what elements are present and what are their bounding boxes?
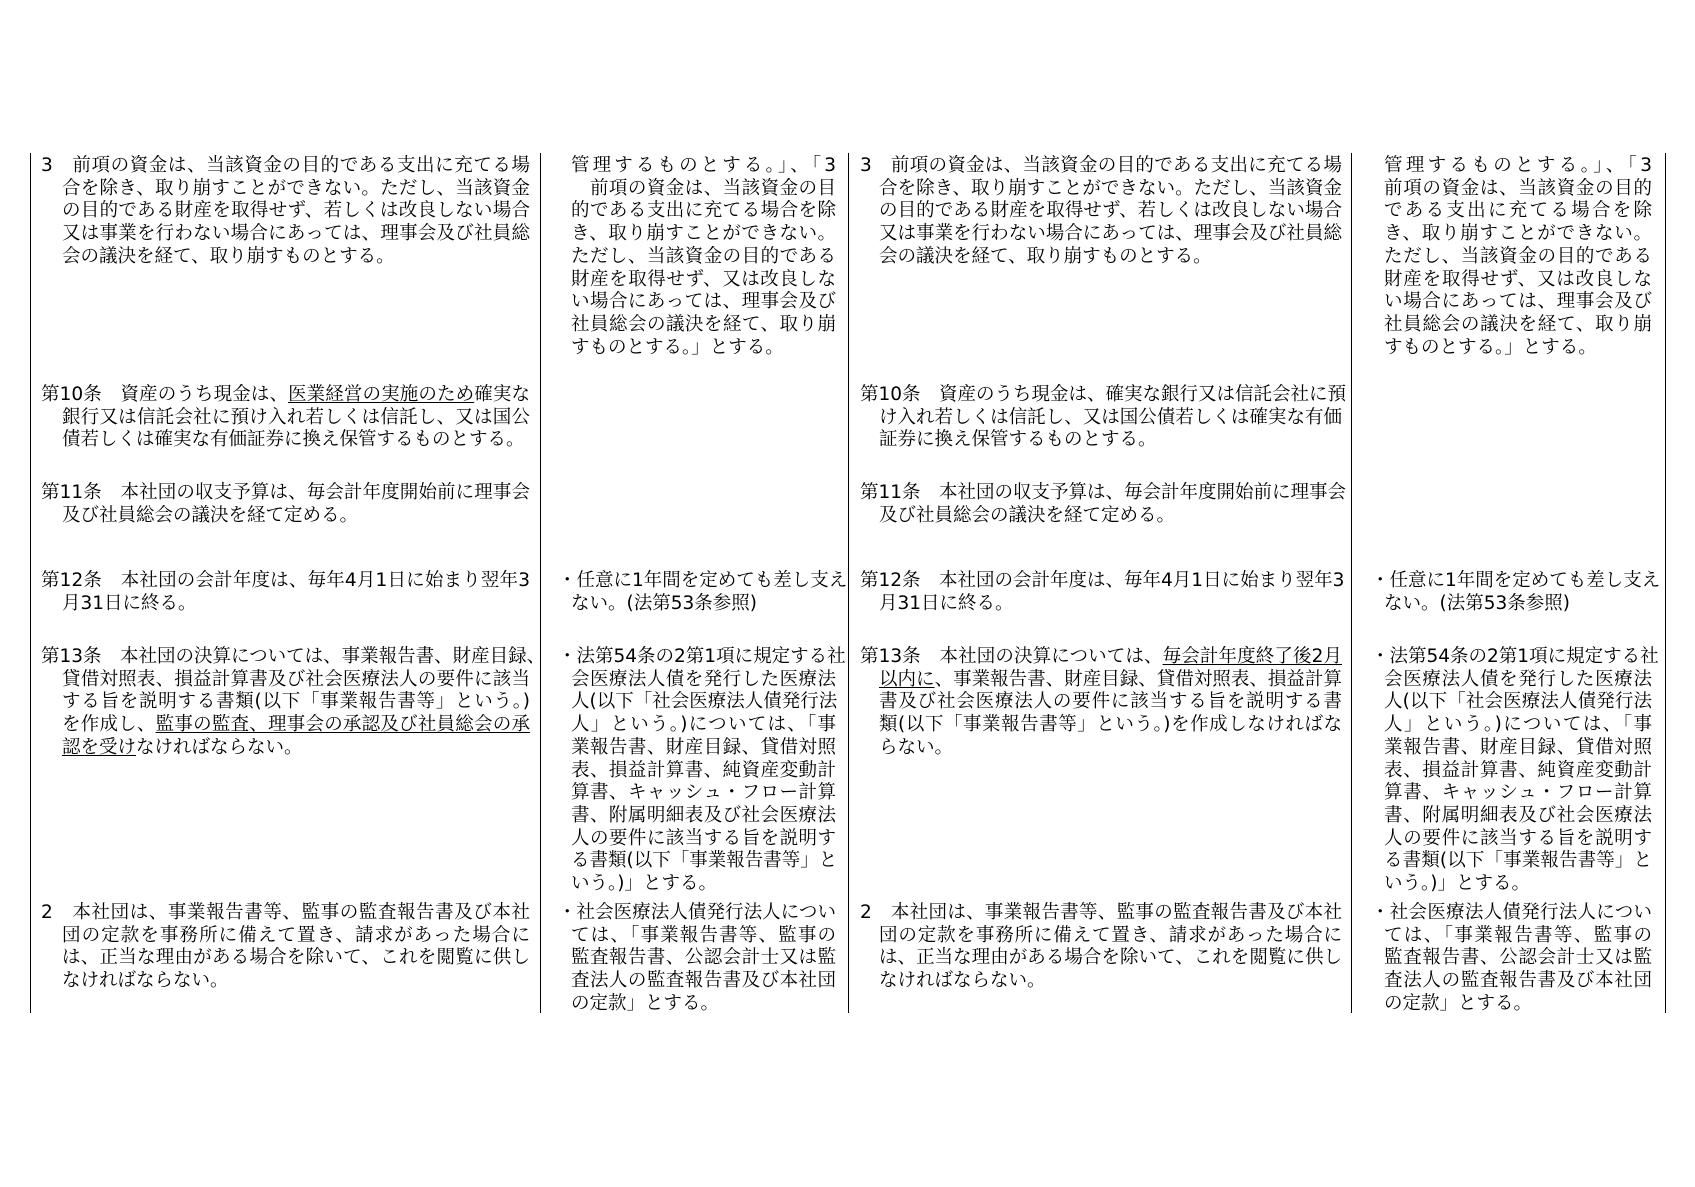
text-segment: 会の議決を経て、取り崩すものとする。 [62, 245, 395, 267]
text-line [1384, 178, 1652, 201]
text-segment: すものとする。」とする。 [571, 336, 784, 358]
text-line [879, 925, 1342, 948]
text-segment: ・社会医療法人債発行法人につい [1371, 902, 1652, 923]
text-line [571, 737, 836, 760]
text-line [879, 429, 1342, 452]
column-divider [1351, 153, 1352, 1013]
text-segment: 2 本社団は、事業報告書等、監事の監査報告書及び本社 [41, 902, 530, 923]
text-line [571, 805, 836, 828]
text-line [879, 407, 1342, 430]
underlined-amendment: 毎会計年度終了後2月 [1162, 646, 1342, 667]
text-segment: 財産を取得せず、又は改良しな [1384, 268, 1652, 290]
text-line [1384, 737, 1652, 760]
text-segment: 確実な [474, 384, 530, 405]
text-line [879, 669, 1342, 692]
text-segment: 債若しくは確実な有価証券に換え保管するものとする。 [62, 429, 525, 451]
text-line [571, 925, 836, 948]
text-line [1384, 669, 1652, 692]
text-line [571, 970, 836, 993]
text-line [1384, 714, 1652, 737]
text-line [1384, 314, 1652, 337]
text-segment: 第10条 資産のうち現金は、確実な銀行又は信託会社に預 [860, 384, 1347, 405]
text-segment: 第12条 本社団の会計年度は、毎年4月1日に始まり翌年3 [41, 570, 530, 591]
text-segment: 社員総会の議決を経て、取り崩 [571, 313, 836, 335]
text-line [860, 384, 1347, 407]
text-segment: 監査報告書、公認会計士又は監 [571, 947, 836, 969]
text-line [62, 223, 530, 246]
text-segment: 類(以下「事業報告書等」という。)を作成しなければな [879, 714, 1342, 736]
text-line [879, 714, 1342, 737]
text-segment: 監査報告書、公認会計士又は監 [1384, 947, 1652, 969]
text-line [1384, 337, 1652, 360]
text-line [879, 246, 1342, 269]
text-segment: 人」という。)については、「事 [571, 714, 836, 736]
text-segment: ・社会医療法人債発行法人につい [558, 902, 836, 923]
text-line [62, 593, 530, 616]
text-line [62, 429, 530, 452]
text-line [1384, 691, 1652, 714]
column-divider [1665, 153, 1666, 1013]
text-segment: 合を除き、取り崩すことができない。ただし、当該資金 [62, 177, 530, 199]
text-line [1384, 155, 1652, 178]
text-segment: 管理するものとする。」、「3 [571, 155, 836, 176]
text-segment: 査法人の監査報告書及び本社団 [571, 970, 836, 992]
text-segment: は、正当な理由がある場合を除いて、これを閲覧に供し [62, 947, 530, 969]
text-segment: 団の定款を事務所に備えて置き、請求があった場合に [62, 924, 530, 946]
text-segment: 月31日に終る。 [62, 592, 197, 614]
text-line [62, 407, 530, 430]
text-segment: 算書、キャッシュ・フロー計算 [1384, 782, 1652, 804]
text-line [571, 691, 836, 714]
text-segment: の定款」とする。 [571, 992, 720, 1014]
text-line [879, 970, 1342, 993]
text-line [62, 200, 530, 223]
text-segment: の定款」とする。 [1384, 992, 1533, 1014]
text-line [571, 828, 836, 851]
text-line [879, 737, 1342, 760]
text-line [1384, 782, 1652, 805]
text-line [571, 714, 836, 737]
text-line [879, 178, 1342, 201]
text-segment: 2 本社団は、事業報告書等、監事の監査報告書及び本社 [860, 902, 1342, 923]
text-segment: 第11条 本社団の収支予算は、毎会計年度開始前に理事会 [860, 482, 1347, 503]
text-segment: 会医療法人債を発行した医療法 [571, 668, 836, 690]
text-line [571, 873, 836, 896]
text-segment: 査法人の監査報告書及び本社団 [1384, 970, 1652, 992]
text-line [879, 223, 1342, 246]
column-divider [540, 153, 541, 1013]
text-segment: 第10条 資産のうち現金は、 [41, 384, 289, 405]
text-segment: ・任意に1年間を定めても差し支え [558, 570, 848, 591]
text-line [879, 947, 1342, 970]
text-segment: 社員総会の議決を経て、取り崩 [1384, 313, 1652, 335]
text-segment: の目的である財産を取得せず、若しくは改良しない場合 [879, 200, 1342, 222]
text-segment: 合を除き、取り崩すことができない。ただし、当該資金 [879, 177, 1342, 199]
text-line [62, 737, 530, 760]
text-segment: る書類(以下「事業報告書等」と [571, 850, 838, 872]
text-line [1384, 947, 1652, 970]
text-segment: 人の要件に該当する旨を説明す [1384, 827, 1652, 849]
text-segment: 会医療法人債を発行した医療法 [1384, 668, 1652, 690]
text-line [860, 646, 1342, 669]
text-segment: 第13条 本社団の決算については、事業報告書、財産目録、 [41, 646, 546, 667]
text-line [41, 384, 530, 407]
text-line [571, 782, 836, 805]
text-segment: 人」という。)については、「事 [1384, 714, 1652, 736]
text-line [1384, 970, 1652, 993]
text-segment: ・法第54条の2第1項に規定する社 [1371, 646, 1659, 667]
text-segment: ・法第54条の2第1項に規定する社 [558, 646, 846, 667]
text-line [62, 178, 530, 201]
text-segment: なければならない。 [879, 970, 1046, 992]
text-segment: 会の議決を経て、取り崩すものとする。 [879, 245, 1212, 267]
text-segment: する旨を説明する書類(以下「事業報告書等」という。) [62, 691, 530, 713]
text-line [571, 993, 836, 1016]
text-segment: 書、附属明細表及び社会医療法 [1384, 804, 1652, 826]
text-line [571, 223, 836, 246]
text-segment: 人の要件に該当する旨を説明す [571, 827, 836, 849]
text-segment: 3 前項の資金は、当該資金の目的である支出に充てる場 [860, 155, 1342, 176]
text-line [41, 482, 530, 505]
text-segment: いう。)」とする。 [1384, 873, 1530, 894]
text-line [1371, 902, 1652, 925]
text-line [41, 155, 530, 178]
text-segment: 人(以下「社会医療法人債発行法 [1384, 691, 1652, 713]
text-segment: け入れ若しくは信託し、又は国公債若しくは確実な有価 [879, 406, 1342, 428]
text-segment: 前項の資金は、当該資金の目 [571, 177, 836, 199]
text-segment: 表、損益計算書、純資産変動計 [571, 759, 836, 781]
text-segment: 貸借対照表、損益計算書及び社会医療法人の要件に該当 [62, 668, 530, 690]
text-line [1384, 760, 1652, 783]
text-line [1384, 993, 1652, 1016]
text-segment: 団の定款を事務所に備えて置き、請求があった場合に [879, 924, 1342, 946]
text-line [860, 570, 1345, 593]
text-segment: る書類(以下「事業報告書等」と [1384, 850, 1652, 872]
text-segment: 及び社員総会の議決を経て定める。 [879, 504, 1176, 526]
underlined-amendment: 監事の監査、理事会の承認及び社員総会の承 [155, 714, 530, 736]
text-line [879, 200, 1342, 223]
text-line [571, 947, 836, 970]
text-line [62, 947, 530, 970]
text-line [1384, 873, 1652, 896]
text-segment: を作成し、 [62, 714, 156, 736]
underlined-amendment: 以内に [879, 668, 935, 690]
text-line [860, 482, 1347, 505]
text-line [1384, 223, 1652, 246]
text-segment: 算書、キャッシュ・フロー計算 [571, 782, 836, 804]
text-segment: 業報告書、財産目録、貸借対照 [571, 736, 836, 758]
text-segment: は、正当な理由がある場合を除いて、これを閲覧に供し [879, 947, 1342, 969]
text-segment: らない。 [879, 736, 954, 758]
text-line [879, 691, 1342, 714]
text-segment: 又は事業を行わない場合にあっては、理事会及び社員総 [62, 223, 530, 245]
text-segment: 3 前項の資金は、当該資金の目的である支出に充てる場 [41, 155, 530, 176]
text-line [41, 570, 530, 593]
text-line [62, 970, 530, 993]
text-line [1371, 570, 1661, 593]
text-line [558, 570, 848, 593]
text-line [571, 200, 836, 223]
text-segment: ては、「事業報告書等、監事の [571, 924, 836, 946]
text-line [558, 646, 846, 669]
underlined-amendment: 医業経営の実施のため [288, 384, 475, 405]
column-divider [30, 153, 31, 1013]
text-segment: い場合にあっては、理事会及び [1384, 291, 1652, 313]
text-line [1384, 805, 1652, 828]
text-segment: 業報告書、財産目録、貸借対照 [1384, 736, 1652, 758]
text-segment: 第12条 本社団の会計年度は、毎年4月1日に始まり翌年3 [860, 570, 1345, 591]
text-line [558, 902, 836, 925]
text-segment: 財産を取得せず、又は改良しな [571, 268, 836, 290]
text-line [571, 669, 836, 692]
text-segment: 書及び社会医療法人の要件に該当する旨を説明する書 [879, 691, 1342, 713]
text-line [62, 714, 530, 737]
text-line [62, 669, 530, 692]
text-segment: 人(以下「社会医療法人債発行法 [571, 691, 838, 713]
text-segment: 第13条 本社団の決算については、 [860, 646, 1163, 667]
text-segment: 前項の資金は、当該資金の目的 [1384, 177, 1652, 199]
text-segment: 証券に換え保管するものとする。 [879, 429, 1157, 451]
text-line [41, 902, 530, 925]
text-segment: 又は事業を行わない場合にあっては、理事会及び社員総 [879, 223, 1342, 245]
text-segment: 月31日に終る。 [879, 592, 1014, 614]
text-line [1384, 291, 1652, 314]
text-line [62, 505, 530, 528]
text-line [62, 691, 530, 714]
text-segment: 表、損益計算書、純資産変動計 [1384, 759, 1652, 781]
column-divider [848, 153, 849, 1013]
text-line [1384, 246, 1652, 269]
text-line [571, 314, 836, 337]
text-line [860, 155, 1342, 178]
underlined-amendment: 認を受け [62, 736, 137, 758]
text-segment: 的である支出に充てる場合を除 [571, 200, 836, 222]
text-segment: 、事業報告書、財産目録、貸借対照表、損益計算 [934, 668, 1342, 690]
text-segment: ただし、当該資金の目的である [571, 245, 836, 267]
text-segment: ・任意に1年間を定めても差し支え [1371, 570, 1661, 591]
text-line [41, 646, 546, 669]
text-line [571, 593, 836, 616]
text-line [1384, 828, 1652, 851]
text-line [571, 246, 836, 269]
text-segment: い場合にあっては、理事会及び [571, 291, 836, 313]
text-segment: き、取り崩すことができない。 [571, 223, 836, 245]
text-line [1384, 200, 1652, 223]
text-line [62, 925, 530, 948]
text-segment: なければならない。 [136, 736, 303, 758]
text-line [860, 902, 1342, 925]
text-segment: なければならない。 [62, 970, 229, 992]
text-segment: ない。(法第53条参照) [1384, 592, 1570, 614]
text-line [571, 155, 836, 178]
text-line [571, 760, 836, 783]
text-segment: ただし、当該資金の目的である [1384, 245, 1652, 267]
text-segment: ては、「事業報告書等、監事の [1384, 924, 1652, 946]
text-line [1384, 850, 1652, 873]
text-segment: すものとする。」とする。 [1384, 336, 1597, 358]
text-line [1384, 269, 1652, 292]
text-line [571, 850, 836, 873]
text-line [62, 246, 530, 269]
text-line [571, 291, 836, 314]
text-line [879, 593, 1342, 616]
text-segment: ない。(法第53条参照) [571, 592, 757, 614]
text-segment: 及び社員総会の議決を経て定める。 [62, 504, 359, 526]
text-line [1384, 593, 1652, 616]
text-line [1384, 925, 1652, 948]
text-segment: 銀行又は信託会社に預け入れ若しくは信託し、又は国公 [62, 406, 530, 428]
text-segment: 書、附属明細表及び社会医療法 [571, 804, 836, 826]
text-line [571, 269, 836, 292]
text-segment: いう。)」とする。 [571, 873, 717, 894]
text-line [571, 178, 836, 201]
text-segment: き、取り崩すことができない。 [1384, 223, 1652, 245]
text-line [1371, 646, 1659, 669]
text-segment: の目的である財産を取得せず、若しくは改良しない場合 [62, 200, 530, 222]
text-segment: である支出に充てる場合を除 [1384, 200, 1652, 222]
text-line [571, 337, 836, 360]
text-line [879, 505, 1342, 528]
text-segment: 第11条 本社団の収支予算は、毎会計年度開始前に理事会 [41, 482, 530, 503]
text-segment: 管理するものとする。」、「3 [1384, 155, 1652, 176]
